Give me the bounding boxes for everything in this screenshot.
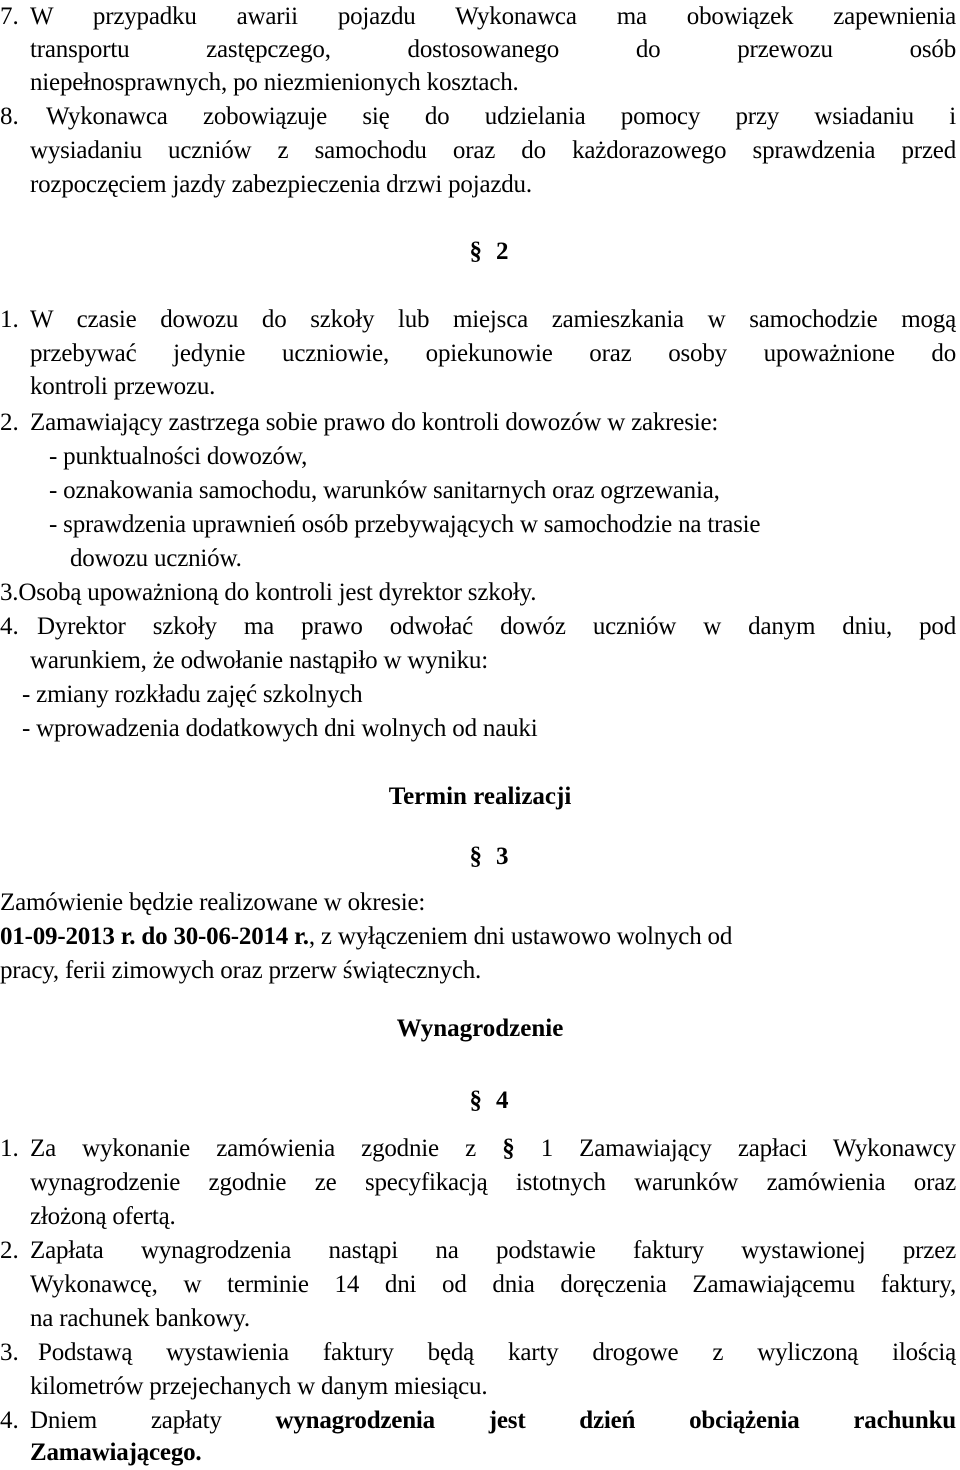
termin-dates: 01-09-2013 r. do 30-06-2014 r.	[0, 923, 309, 950]
section-symbol: §	[469, 238, 482, 265]
s2-item-2-bullet-3: - sprawdzenia uprawnień osób przebywających w samochodzie na trasie	[49, 511, 761, 538]
s4-item-1-line-2: wynagrodzenie zgodnie ze specyfikacją istotnych warunków zamówienia oraz	[30, 1169, 956, 1196]
s2-item-4-line-2: warunkiem, że odwołanie nastąpiło w wyniku:	[30, 647, 488, 674]
s2-item-3: 3.Osobą upoważnioną do kontroli jest dyrektor szkoły.	[0, 579, 537, 606]
section-symbol: §	[469, 843, 482, 870]
s4-item-1-number: 1.	[0, 1135, 19, 1162]
section-symbol: §	[469, 1087, 482, 1114]
s2-item-4-bullet-2: - wprowadzenia dodatkowych dni wolnych od nauki	[22, 715, 538, 742]
s2-item-2-bullet-2: - oznakowania samochodu, warunków sanitarnych oraz ogrzewania,	[49, 477, 720, 504]
item-7-line-3: niepełnosprawnych, po niezmienionych kosztach.	[30, 69, 519, 96]
s4-item-2-line-2: Wykonawcę, w terminie 14 dni od dnia doręczenia Zamawiającemu faktury,	[30, 1271, 956, 1298]
s4-item-1-text-a: Za wykonanie zamówienia zgodnie z	[30, 1135, 477, 1162]
section-number: 2	[496, 238, 509, 265]
section-number: 3	[496, 843, 509, 870]
item-8-line-3: rozpoczęciem jazdy zabezpieczenia drzwi pojazdu.	[30, 171, 532, 198]
termin-dates-rest: , z wyłączeniem dni ustawowo wolnych od	[308, 923, 733, 950]
s4-item-4-number: 4.	[0, 1407, 19, 1434]
s2-item-4-line-1: Dyrektor szkoły ma prawo odwołać dowóz uczniów w danym dniu, pod	[37, 613, 956, 640]
item-8-number: 8.	[0, 103, 19, 130]
heading-termin-realizacji: Termin realizacji	[388, 783, 572, 810]
s2-item-1-number: 1.	[0, 306, 19, 333]
s2-item-1-line-3: kontroli przewozu.	[30, 373, 216, 400]
item-8-line-2: wysiadaniu uczniów z samochodu oraz do każdorazowego sprawdzenia przed	[30, 137, 956, 164]
section-2-heading	[0, 235, 960, 269]
s2-item-1-line-2: przebywać jedynie uczniowie, opiekunowie oraz osoby upoważnione do	[30, 340, 956, 367]
s4-item-3-line-1: Podstawą wystawienia faktury będą karty drogowe z wyliczoną ilością	[38, 1339, 956, 1366]
s2-item-2-bullet-3-cont: dowozu uczniów.	[70, 545, 242, 572]
s4-item-2-line-1: Zapłata wynagrodzenia nastąpi na podstawie faktury wystawionej przez	[30, 1237, 956, 1264]
section-number: 4	[496, 1087, 509, 1114]
section-4-heading	[0, 1084, 960, 1118]
s4-item-4-text-a: Dniem zapłaty	[30, 1407, 222, 1434]
s2-item-2-number: 2.	[0, 409, 19, 436]
item-8-line-1: Wykonawca zobowiązuje się do udzielania pomocy przy wsiadaniu i	[46, 103, 956, 130]
termin-line-2	[0, 920, 732, 954]
s4-item-3-line-2: kilometrów przejechanych w danym miesiącu.	[30, 1373, 488, 1400]
s4-item-1-line-1	[30, 1132, 956, 1166]
s4-item-3-number: 3.	[0, 1339, 19, 1366]
item-7-line-2: transportu zastępczego, dostosowanego do przewozu osób	[30, 36, 956, 63]
termin-line-1: Zamówienie będzie realizowane w okresie:	[0, 889, 426, 916]
section-3-heading	[0, 840, 960, 874]
s2-item-2-bullet-1: - punktualności dowozów,	[49, 443, 308, 470]
s2-item-2-line-1: Zamawiający zastrzega sobie prawo do kontroli dowozów w zakresie:	[30, 409, 719, 436]
s2-item-4-bullet-1: - zmiany rozkładu zajęć szkolnych	[22, 681, 363, 708]
s4-item-1-text-b: 1 Zamawiający zapłaci Wykonawcy	[540, 1135, 956, 1162]
s4-item-4-text-b: wynagrodzenia jest dzień obciążenia rachunku	[275, 1407, 956, 1434]
s4-item-4-line-2: Zamawiającego.	[30, 1439, 202, 1466]
section-symbol: §	[502, 1135, 515, 1162]
s4-item-2-line-3: na rachunek bankowy.	[30, 1305, 250, 1332]
s2-item-4-number: 4.	[0, 613, 19, 640]
item-7-number: 7.	[0, 3, 19, 30]
heading-wynagrodzenie: Wynagrodzenie	[396, 1015, 564, 1042]
item-7-line-1: W przypadku awarii pojazdu Wykonawca ma obowiązek zapewnienia	[30, 3, 956, 30]
s2-item-1-line-1: W czasie dowozu do szkoły lub miejsca zamieszkania w samochodzie mogą	[30, 306, 956, 333]
s4-item-1-line-3: złożoną ofertą.	[30, 1203, 176, 1230]
s4-item-4-line-1	[30, 1404, 956, 1438]
s4-item-2-number: 2.	[0, 1237, 19, 1264]
termin-line-3: pracy, ferii zimowych oraz przerw świątecznych.	[0, 957, 482, 984]
